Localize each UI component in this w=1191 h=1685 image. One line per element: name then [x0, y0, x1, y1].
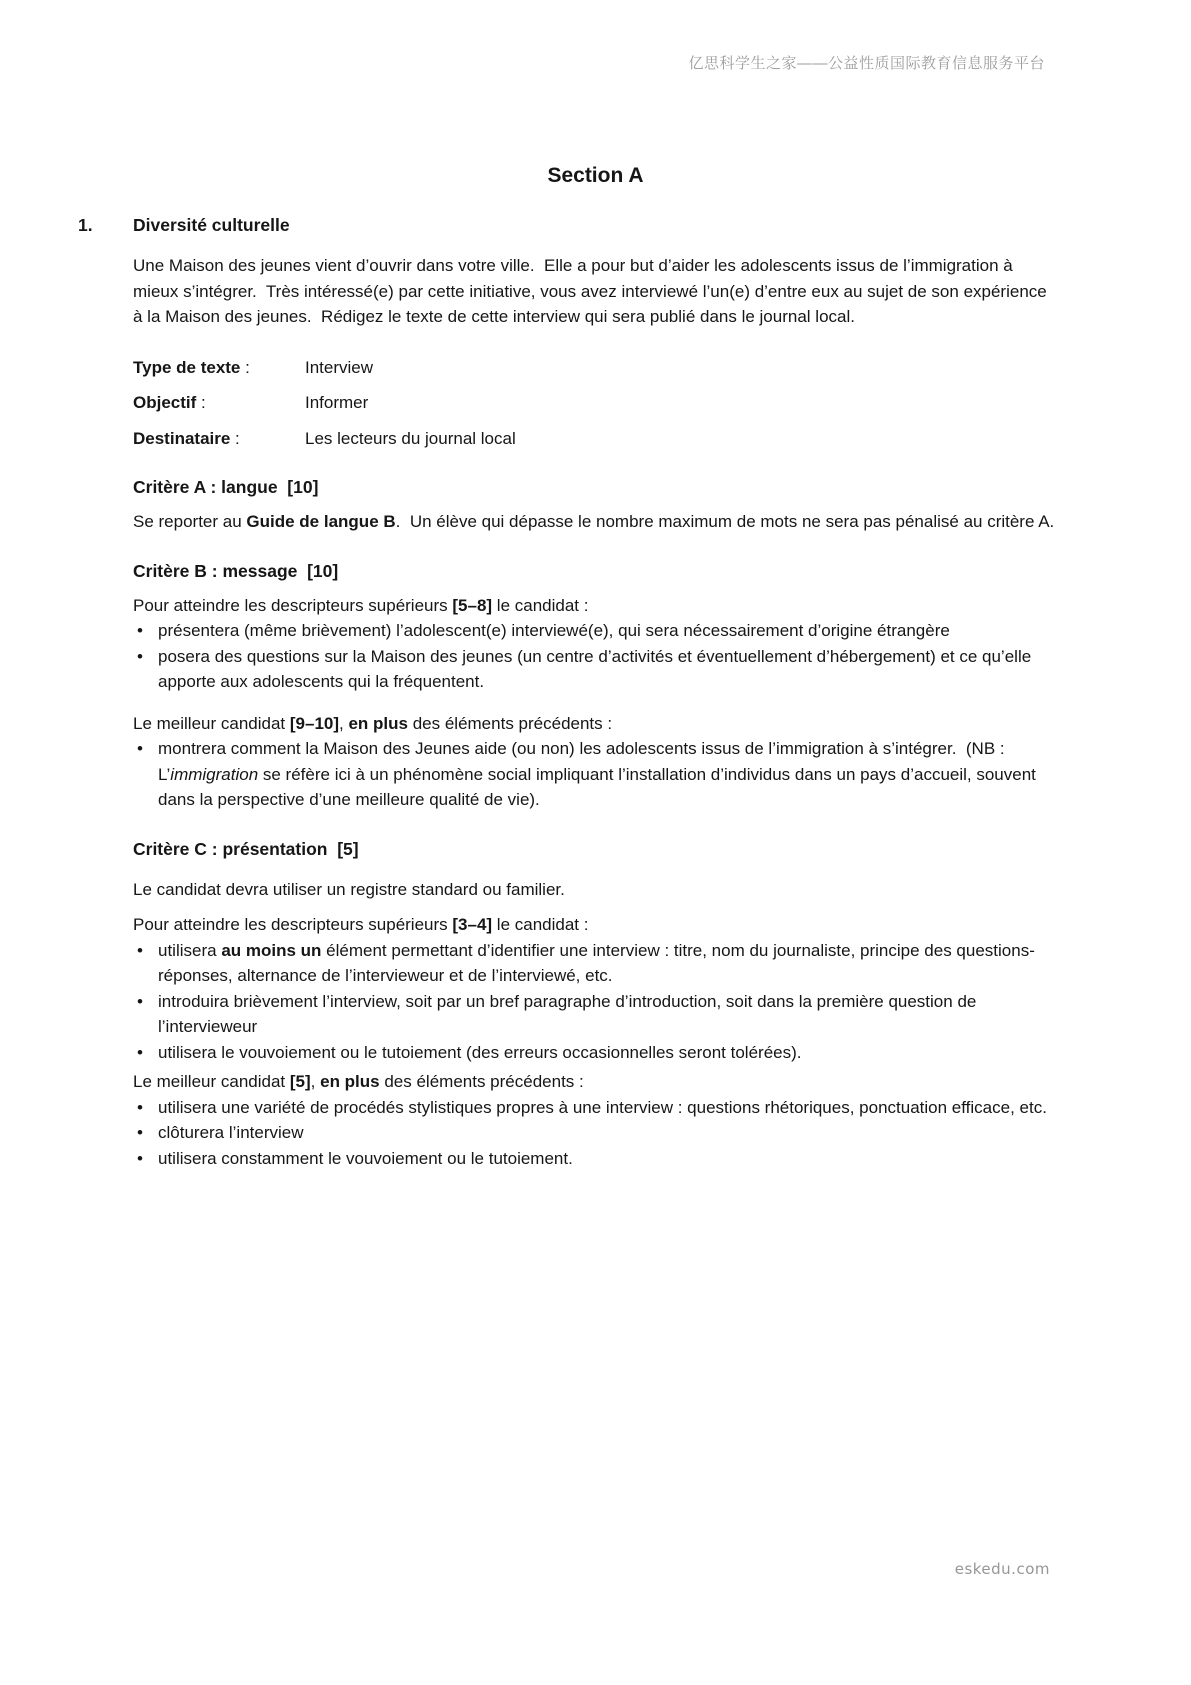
bullet-text	[158, 618, 1058, 644]
paragraph	[133, 509, 1058, 535]
site-banner-text: 亿思科学生之家——公益性质国际教育信息服务平台	[688, 55, 1045, 72]
bullet-text	[158, 938, 1058, 989]
field-value: Informer	[305, 393, 369, 412]
bold-text: [5]	[289, 1072, 311, 1091]
bullet-marker-icon: •	[137, 739, 143, 758]
bullet-text	[158, 1095, 1058, 1121]
bullet-item	[133, 736, 1058, 813]
field-label-text: Destinataire	[133, 428, 231, 448]
bullet-text	[158, 1040, 1058, 1066]
text-run: . Un élève qui dépasse le nombre maximum de mots ne sera pas pénalisé au critère A.	[395, 512, 1055, 531]
footer-watermark: eskedu.com	[954, 1560, 1050, 1578]
text-run: Se reporter au	[133, 512, 247, 531]
document-flow	[78, 158, 1058, 1171]
section-title: Section A	[547, 164, 644, 187]
bullet-marker-icon: •	[137, 991, 143, 1011]
paragraph	[133, 877, 1058, 903]
text-run: Le meilleur candidat	[133, 713, 290, 733]
field-label: Objectif :	[133, 393, 206, 412]
field-value: Les lecteurs du journal local	[305, 428, 516, 448]
bullet-item	[133, 989, 1058, 1040]
bullet-item	[133, 1120, 1058, 1146]
bold-text: en plus	[348, 713, 408, 733]
criterion-heading: Critère C : présentation [5]	[133, 838, 359, 859]
paragraph	[133, 1069, 1058, 1095]
bullet-text	[158, 1146, 1058, 1172]
paragraph	[133, 253, 1058, 330]
text-run: utilisera une variété de procédés stylistiques propres à une interview : questions rhétoriques, ponctuation efficace, etc.	[158, 1097, 1047, 1117]
text-run: utilisera constamment le vouvoiement ou le tutoiement.	[158, 1148, 573, 1168]
field-row	[133, 355, 1058, 381]
bullet-item	[133, 1040, 1058, 1066]
text-run: Le candidat devra utiliser un registre standard ou familier.	[133, 879, 565, 899]
bullet-text	[158, 989, 1058, 1040]
text-run: introduira brièvement l’interview, soit par un bref paragraphe d’introduction, soit dans la première question de l’intervieweur	[158, 991, 982, 1036]
bold-text: [9–10]	[289, 713, 340, 733]
bullet-text	[158, 736, 1058, 813]
text-run: présentera (même brièvement) l’adolescent(e) interviewé(e), qui sera nécessairement d’origine étrangère	[158, 621, 950, 640]
bullet-item	[133, 938, 1058, 989]
text-run: ,	[310, 1072, 321, 1091]
bullet-marker-icon: •	[137, 646, 143, 666]
paragraph	[133, 593, 1058, 619]
task-number: 1.	[78, 215, 93, 235]
bold-text: [3–4]	[452, 915, 493, 934]
bullet-list	[133, 618, 1058, 695]
bold-text: au moins un	[221, 940, 322, 960]
bullet-text	[158, 644, 1058, 695]
task-title: Diversité culturelle	[133, 215, 290, 235]
text-run: montrera comment la Maison des Jeunes aide (ou non) les adolescents issus de l’immigration à s’intégrer. (NB : L’	[158, 739, 1010, 784]
bullet-text	[158, 1120, 1058, 1146]
criterion-heading: Critère A : langue [10]	[133, 477, 319, 497]
text-run: Une Maison des jeunes vient d’ouvrir dans votre ville. Elle a pour but d’aider les adolescents issus de l’immigration à mieux s’intégrer. Très intéressé(e) par cette initiative, vous avez interviewé l’un(e) d’entre eux au sujet de son expérience à la Maison des jeunes. Rédigez le texte de cette interview qui sera publié dans le journal local.	[133, 256, 1052, 326]
bullet-marker-icon: •	[137, 1123, 143, 1142]
text-run: se réfère ici à un phénomène social impliquant l’installation d’individus dans un pays d’accueil, souvent dans la perspective d’une meilleure qualité de vie).	[158, 764, 1041, 809]
text-run: le candidat :	[492, 595, 589, 615]
italic-text: immigration	[170, 764, 259, 784]
bullet-marker-icon: •	[137, 1042, 143, 1062]
field-label: Type de texte :	[133, 357, 250, 377]
bullet-list	[133, 736, 1058, 813]
text-run: utilisera le vouvoiement ou le tutoiement (des erreurs occasionnelles seront tolérées).	[158, 1042, 802, 1062]
task-metadata	[133, 355, 1058, 452]
text-run: des éléments précédents :	[407, 713, 613, 733]
bold-text: en plus	[320, 1072, 380, 1091]
bold-text: [5–8]	[452, 595, 493, 615]
field-label-text: Objectif	[133, 393, 197, 412]
text-run: ,	[339, 713, 349, 733]
bullet-item	[133, 618, 1058, 644]
field-row	[133, 390, 1058, 416]
text-run: utilisera	[158, 940, 222, 960]
text-run: Le meilleur candidat	[133, 1072, 290, 1091]
bullet-list	[133, 1095, 1058, 1172]
text-run: le candidat :	[492, 915, 589, 934]
bullet-marker-icon: •	[137, 1148, 143, 1168]
bullet-list	[133, 938, 1058, 1066]
field-value: Interview	[305, 357, 374, 377]
text-run: clôturera l’interview	[158, 1123, 304, 1142]
bullet-marker-icon: •	[137, 1097, 143, 1117]
text-run: Pour atteindre les descripteurs supérieurs	[133, 915, 453, 934]
field-label: Destinataire :	[133, 428, 240, 448]
bullet-item	[133, 1095, 1058, 1121]
field-row	[133, 426, 1058, 452]
bold-text: Guide de langue B	[246, 512, 396, 531]
field-label-text: Type de texte	[133, 357, 241, 377]
text-run: posera des questions sur la Maison des jeunes (un centre d’activités et éventuellement d’hébergement) et ce qu’elle apporte aux adolescents qui la fréquentent.	[158, 646, 1036, 691]
bullet-marker-icon: •	[137, 621, 143, 640]
paragraph	[133, 912, 1058, 938]
bullet-item	[133, 1146, 1058, 1172]
task-heading	[78, 213, 1058, 237]
criterion-heading: Critère B : message [10]	[133, 560, 339, 581]
text-run: élément permettant d’identifier une interview : titre, nom du journaliste, principe des questions-réponses, alternance de l’intervieweur et de l’interviewé, etc.	[158, 940, 1035, 985]
bullet-marker-icon: •	[137, 940, 143, 960]
paragraph	[133, 711, 1058, 737]
text-run: des éléments précédents :	[379, 1072, 584, 1091]
text-run: Pour atteindre les descripteurs supérieurs	[133, 595, 453, 615]
bullet-item	[133, 644, 1058, 695]
